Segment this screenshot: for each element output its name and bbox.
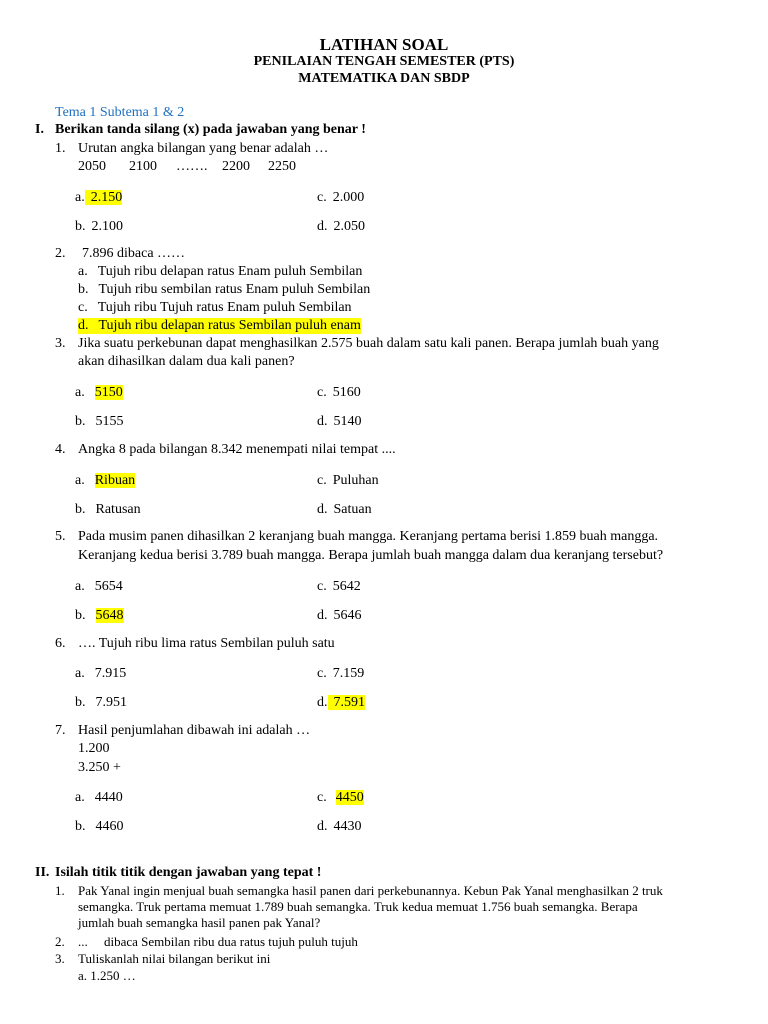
q4-option-d-answer: Satuan <box>333 502 372 517</box>
q2-option-b-answer: Tujuh ribu sembilan ratus Enam puluh Sembilan <box>98 282 371 297</box>
e3-text: Tuliskanlah nilai bilangan berikut ini <box>78 951 271 966</box>
q3-option-a-answer: 5150 <box>94 385 123 400</box>
q6-number: 6. <box>55 636 66 651</box>
q5-option-c[interactable] <box>317 579 361 595</box>
q5-text-line1: Pada musim panen dihasilkan 2 keranjang buah mangga. Keranjang pertama berisi 1.859 buah mangga. <box>78 529 659 544</box>
e3-sub-a: a. 1.250 … <box>78 968 136 983</box>
q7-option-b[interactable] <box>75 819 124 835</box>
q2-option-c-answer: Tujuh ribu Tujuh ratus Enam puluh Sembilan <box>97 300 352 315</box>
q7-number: 7. <box>55 723 66 738</box>
section-2-title: Isilah titik titik dengan jawaban yang tepat ! <box>55 865 322 880</box>
q6-text: …. Tujuh ribu lima ratus Sembilan puluh satu <box>78 636 335 651</box>
q6-option-a[interactable] <box>75 666 126 682</box>
q5-option-c-answer: 5642 <box>332 579 361 594</box>
q5-option-b[interactable] <box>75 608 124 624</box>
q4-number: 4. <box>55 442 66 457</box>
page-subtitle-subject: MATEMATIKA DAN SBDP <box>298 71 470 86</box>
q3-option-c[interactable] <box>317 385 361 401</box>
option-label: b. <box>75 414 86 429</box>
option-label: d. <box>317 608 328 623</box>
q3-option-d-answer: 5140 <box>333 414 362 429</box>
q4-option-c-answer: Puluhan <box>332 473 379 488</box>
option-label: a. <box>75 666 85 681</box>
q5-option-a[interactable] <box>75 579 123 595</box>
e1-number: 1. <box>55 883 65 898</box>
option-label: a. <box>75 790 85 805</box>
q5-option-d[interactable] <box>317 608 362 624</box>
section-1-title: Berikan tanda silang (x) pada jawaban yang benar ! <box>55 122 366 137</box>
q7-text: Hasil penjumlahan dibawah ini adalah … <box>78 723 311 738</box>
option-label: d. <box>78 318 89 333</box>
q6-option-c[interactable] <box>317 666 364 682</box>
q1-option-b-answer: 2.100 <box>91 219 123 234</box>
q3-option-b[interactable] <box>75 414 124 430</box>
q5-option-a-answer: 5654 <box>94 579 123 594</box>
q4-option-b[interactable] <box>75 502 141 518</box>
q7-option-c[interactable] <box>317 790 364 806</box>
option-label: b. <box>75 819 86 834</box>
q2-option-a-answer: Tujuh ribu delapan ratus Enam puluh Sembilan <box>97 264 363 279</box>
q3-option-c-answer: 5160 <box>332 385 361 400</box>
e1-text-line3: jumlah buah semangka hasil panen pak Yanal? <box>78 915 321 930</box>
q2-text: 7.896 dibaca …… <box>82 246 186 261</box>
option-label: d. <box>317 695 328 710</box>
q1-option-b[interactable] <box>75 219 123 235</box>
q2-option-b[interactable] <box>78 282 370 298</box>
q6-option-d-answer: 7.591 <box>328 695 366 710</box>
q1-option-a[interactable] <box>75 190 122 206</box>
q6-option-c-answer: 7.159 <box>332 666 365 681</box>
e1-text-line1: Pak Yanal ingin menjual buah semangka hasil panen dari perkebunannya. Kebun Pak Yanal menghasilkan 2 truk <box>78 883 663 898</box>
option-label: b. <box>78 282 89 297</box>
q2-option-d-answer: Tujuh ribu delapan ratus Sembilan puluh enam <box>98 318 361 333</box>
e2-number: 2. <box>55 934 65 949</box>
q1-seq-5: 2250 <box>268 159 296 174</box>
q1-option-a-answer: 2.150 <box>85 190 123 205</box>
option-label: c. <box>317 666 327 681</box>
q7-option-c-answer: 4450 <box>335 790 364 805</box>
option-label: d. <box>317 219 328 234</box>
q1-seq-4: 2200 <box>222 159 250 174</box>
option-label: a. <box>75 473 85 488</box>
page-title: LATIHAN SOAL <box>319 35 449 54</box>
q7-option-b-answer: 4460 <box>95 819 124 834</box>
q4-option-a-answer: Ribuan <box>94 473 136 488</box>
section-1-number: I. <box>35 122 44 137</box>
q1-option-d[interactable] <box>317 219 365 235</box>
option-label: b. <box>75 219 86 234</box>
q1-option-c-answer: 2.000 <box>332 190 365 205</box>
option-label: a. <box>75 190 85 205</box>
section-2-number: II. <box>35 865 50 880</box>
e1-text-line2: semangka. Truk pertama memuat 1.789 buah semangka. Truk kedua memuat 1.756 buah semangka. Berapa <box>78 899 638 914</box>
page-subtitle-exam: PENILAIAN TENGAH SEMESTER (PTS) <box>253 54 515 69</box>
option-label: d. <box>317 414 328 429</box>
q6-option-b-answer: 7.951 <box>95 695 127 710</box>
e3-number: 3. <box>55 951 65 966</box>
q1-seq-3: ……. <box>176 159 208 174</box>
q7-number-2: 3.250 + <box>78 760 121 775</box>
e2-text: ... dibaca Sembilan ribu dua ratus tujuh puluh tujuh <box>78 934 358 949</box>
q1-seq-2: 2100 <box>129 159 157 174</box>
q6-option-b[interactable] <box>75 695 127 711</box>
option-label: b. <box>75 695 86 710</box>
q2-number: 2. <box>55 246 66 261</box>
option-label: c. <box>317 385 327 400</box>
q7-option-d[interactable] <box>317 819 362 835</box>
q7-option-a-answer: 4440 <box>94 790 123 805</box>
option-label: c. <box>317 190 327 205</box>
q4-option-b-answer: Ratusan <box>95 502 141 517</box>
q1-option-c[interactable] <box>317 190 364 206</box>
q1-option-d-answer: 2.050 <box>333 219 365 234</box>
q4-option-a[interactable] <box>75 473 135 489</box>
q6-option-a-answer: 7.915 <box>94 666 127 681</box>
q6-option-d[interactable] <box>317 695 365 711</box>
q2-option-a[interactable] <box>78 264 362 280</box>
q3-option-a[interactable] <box>75 385 123 401</box>
option-label: a. <box>78 264 88 279</box>
q2-option-d[interactable] <box>78 318 361 334</box>
q7-option-a[interactable] <box>75 790 123 806</box>
q5-option-b-answer: 5648 <box>95 608 124 623</box>
q2-option-c[interactable] <box>78 300 352 316</box>
option-label: b. <box>75 608 86 623</box>
option-label: a. <box>75 579 85 594</box>
q1-number: 1. <box>55 141 66 156</box>
q5-number: 5. <box>55 529 66 544</box>
option-label: c. <box>317 579 327 594</box>
option-label: d. <box>317 502 328 517</box>
option-label: c. <box>317 790 327 805</box>
q3-text-line2: akan dihasilkan dalam dua kali panen? <box>78 354 295 369</box>
tema-label: Tema 1 Subtema 1 & 2 <box>55 105 185 120</box>
option-label: c. <box>317 473 327 488</box>
option-label: d. <box>317 819 328 834</box>
q1-text: Urutan angka bilangan yang benar adalah … <box>78 141 329 156</box>
q3-number: 3. <box>55 336 66 351</box>
option-label: b. <box>75 502 86 517</box>
q1-seq-1: 2050 <box>78 159 106 174</box>
q7-option-d-answer: 4430 <box>333 819 362 834</box>
q4-text: Angka 8 pada bilangan 8.342 menempati nilai tempat .... <box>78 442 396 457</box>
q5-option-d-answer: 5646 <box>333 608 362 623</box>
q3-option-b-answer: 5155 <box>95 414 124 429</box>
q7-number-1: 1.200 <box>78 741 110 756</box>
q4-option-c[interactable] <box>317 473 379 489</box>
option-label: a. <box>75 385 85 400</box>
q3-text-line1: Jika suatu perkebunan dapat menghasilkan 2.575 buah dalam satu kali panen. Berapa jumlah buah yang <box>78 336 659 351</box>
option-label: c. <box>78 300 88 315</box>
q5-text-line2: Keranjang kedua berisi 3.789 buah mangga. Berapa jumlah buah mangga dalam dua keranjang tersebut? <box>78 548 664 563</box>
q4-option-d[interactable] <box>317 502 372 518</box>
q3-option-d[interactable] <box>317 414 362 430</box>
